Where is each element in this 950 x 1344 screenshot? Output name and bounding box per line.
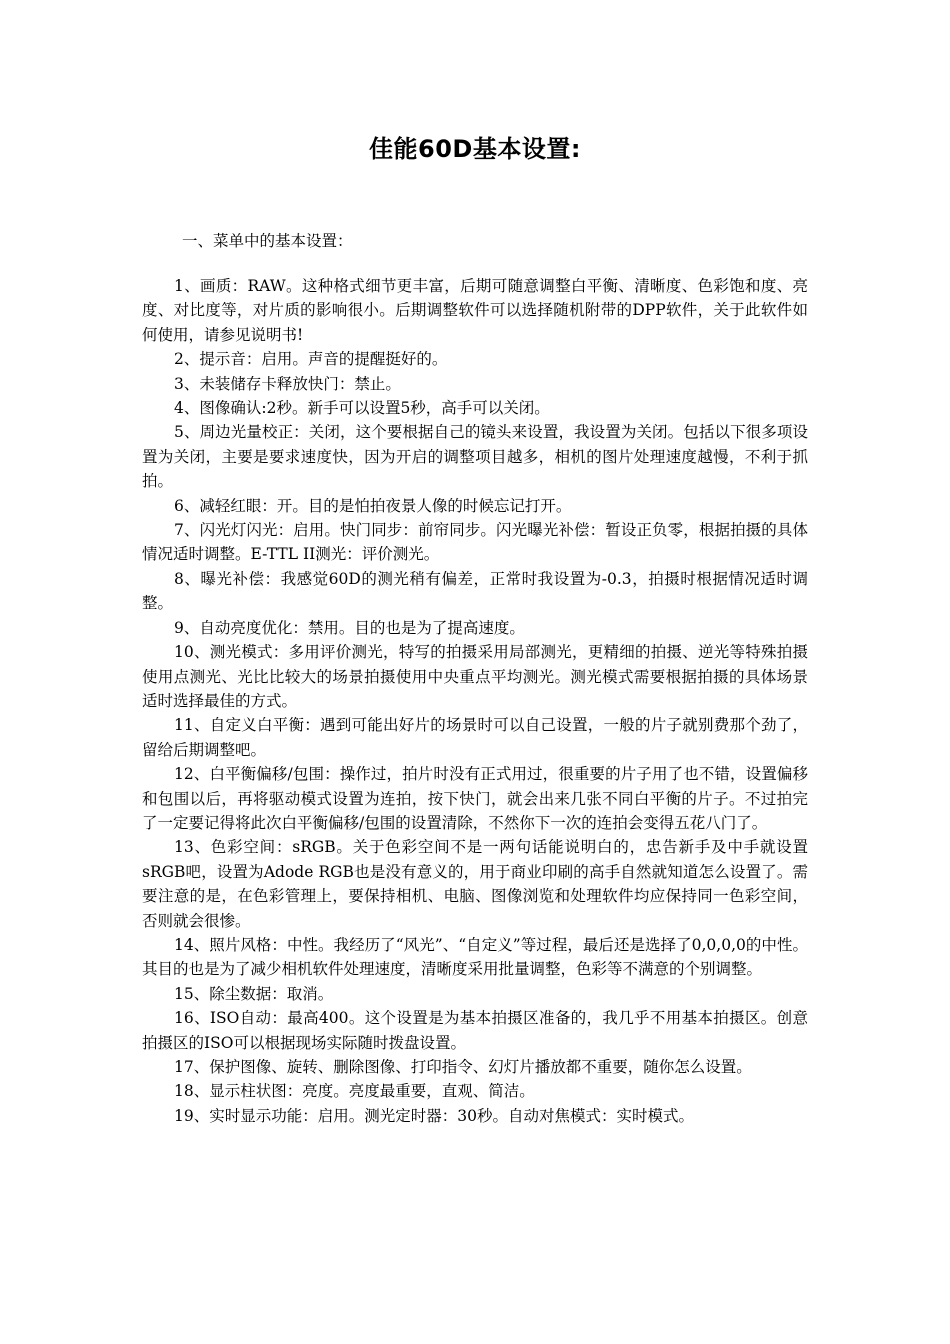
paragraph-18: 18、显示柱状图：亮度。亮度最重要，直观、简洁。 (174, 1082, 535, 1101)
paragraph-10: 10、测光模式：多用评价测光，特写的拍摄采用局部测光，更精细的拍摄、逆光等特殊拍摄使用点测光、光比比较大的场景拍摄使用中央重点平均测光。测光模式需要根据拍摄的具体场景适时选择最佳的方式。 (142, 643, 808, 710)
paragraph-9: 9、自动亮度优化：禁用。目的也是为了提高速度。 (174, 618, 525, 637)
paragraph-13: 13、色彩空间：sRGB。关于色彩空间不是一两句话能说明白的，忠告新手及中手就设置sRGB吧，设置为Adode RGB也是没有意义的，用于商业印刷的高手自然就知道怎么设置了。需要注意的是，在色彩管理上，要保持相机、电脑、图像浏览和处理软件均应保持同一色彩空间，否则就会很惨。 (142, 838, 808, 930)
paragraph-2: 2、提示音：启用。声音的提醒挺好的。 (174, 350, 448, 369)
paragraph-16: 16、ISO自动：最高400。这个设置是为基本拍摄区准备的，我几乎不用基本拍摄区。创意拍摄区的ISO可以根据现场实际随时拨盘设置。 (142, 1009, 808, 1052)
document-title: 佳能60D基本设置: (369, 135, 581, 163)
section-heading: 一、菜单中的基本设置： (182, 232, 353, 250)
paragraph-15: 15、除尘数据：取消。 (174, 984, 334, 1003)
paragraph-6: 6、减轻红眼：开。目的是怕拍夜景人像的时候忘记打开。 (174, 496, 572, 515)
paragraph-4: 4、图像确认:2秒。新手可以设置5秒，高手可以关闭。 (174, 399, 550, 418)
paragraph-14: 14、照片风格：中性。我经历了“风光”、“自定义”等过程，最后还是选择了0,0,0,0的中性。其目的也是为了减少相机软件处理速度，清晰度采用批量调整，色彩等不满意的个别调整。 (142, 935, 808, 979)
paragraph-8: 8、曝光补偿：我感觉60D的测光稍有偏差，正常时我设置为-0.3，拍摄时根据情况适时调整。 (142, 569, 808, 613)
paragraph-3: 3、未装储存卡释放快门：禁止。 (174, 374, 401, 393)
paragraph-7: 7、闪光灯闪光：启用。快门同步：前帘同步。闪光曝光补偿：暂设正负零，根据拍摄的具体情况适时调整。E-TTL II测光：评价测光。 (142, 521, 808, 564)
paragraph-5: 5、周边光量校正：关闭，这个要根据自己的镜头来设置，我设置为关闭。包括以下很多项设置为关闭，主要是要求速度快，因为开启的调整项目越多，相机的图片处理速度越慢，不利于抓拍。 (142, 423, 808, 491)
paragraph-1: 1、画质：RAW。这种格式细节更丰富，后期可随意调整白平衡、清晰度、色彩饱和度、亮度、对比度等，对片质的影响很小。后期调整软件可以选择随机附带的DPP软件，关于此软件如何使用，请参见说明书! (142, 277, 808, 344)
paragraph-17: 17、保护图像、旋转、删除图像、打印指令、幻灯片播放都不重要，随你怎么设置。 (174, 1058, 752, 1076)
paragraph-19: 19、实时显示功能：启用。测光定时器：30秒。自动对焦模式：实时模式。 (174, 1106, 694, 1125)
paragraph-12: 12、白平衡偏移/包围：操作过，拍片时没有正式用过，很重要的片子用了也不错，设置偏移和包围以后，再将驱动模式设置为连拍，按下快门，就会出来几张不同白平衡的片子。不过拍完了一定要记得将此次白平衡偏移/包围的设置清除，不然你下一次的连拍会变得五花八门了。 (142, 765, 808, 832)
paragraph-11: 11、自定义白平衡：遇到可能出好片的场景时可以自己设置，一般的片子就别费那个劲了，留给后期调整吧。 (142, 716, 808, 759)
document-body (142, 274, 808, 1128)
